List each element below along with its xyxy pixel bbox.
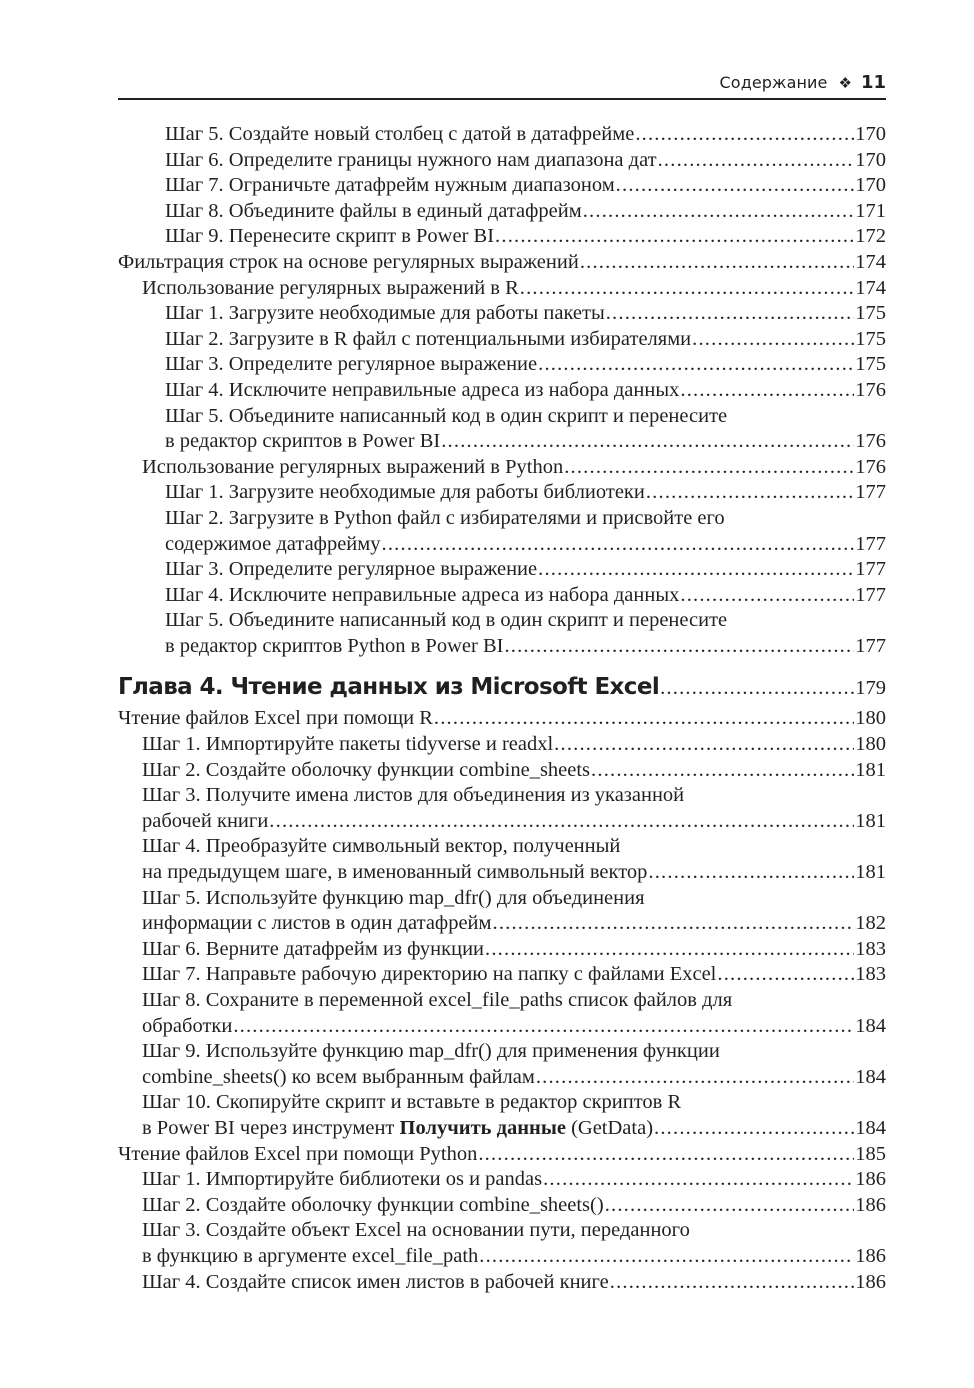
toc-entry-page: 186 [855, 1244, 886, 1267]
toc-entry[interactable] [118, 1116, 886, 1142]
dot-leader [495, 224, 854, 250]
toc-entry[interactable] [118, 1244, 886, 1270]
toc-entry[interactable] [118, 1193, 886, 1219]
toc-entry-page: 176 [855, 455, 886, 478]
toc-entry-title: Шаг 4. Исключите неправильные адреса из набора данных [165, 378, 680, 401]
toc-entry-page: 186 [855, 1168, 886, 1191]
toc-entry-title: Шаг 4. Создайте список имен листов в рабочей книге [142, 1270, 609, 1293]
toc-entry[interactable] [118, 532, 886, 558]
dot-leader [564, 455, 854, 481]
toc-entry[interactable] [118, 429, 886, 455]
toc-entry[interactable] [118, 148, 886, 174]
toc-entry[interactable] [118, 1014, 886, 1040]
dot-leader [680, 378, 854, 404]
toc-entry-title: в функцию в аргументе excel_file_path [142, 1244, 479, 1267]
title-bold-text: Получить данные [399, 1116, 566, 1139]
toc-entry-page: 183 [855, 937, 886, 960]
toc-entry-page: 175 [855, 302, 886, 325]
toc-entry[interactable] [118, 1270, 886, 1296]
toc-entry[interactable] [118, 122, 886, 148]
toc-entry-line1[interactable]: Шаг 3. Создайте объект Excel на основании пути, переданного [142, 1219, 690, 1242]
dot-leader [658, 148, 855, 174]
toc-entry-page: 177 [855, 532, 886, 555]
toc-entry[interactable] [118, 1065, 886, 1091]
toc-entry-title: Использование регулярных выражений в R [142, 276, 519, 299]
toc-entry[interactable] [118, 911, 886, 937]
toc-entry[interactable] [118, 1167, 886, 1193]
running-header [118, 70, 886, 100]
toc-entry-page: 170 [855, 148, 886, 171]
toc-entry-page: 170 [855, 174, 886, 197]
toc-entry[interactable] [118, 962, 886, 988]
toc-entry[interactable] [118, 583, 886, 609]
toc-entry[interactable] [118, 706, 886, 732]
toc-entry-line1[interactable]: Шаг 5. Объедините написанный код в один скрипт и перенесите [165, 609, 728, 632]
dot-leader [554, 732, 854, 758]
toc-entry-page: 175 [855, 353, 886, 376]
toc-entry-page: 170 [855, 123, 886, 145]
dot-leader [580, 250, 854, 276]
toc-entry[interactable] [118, 327, 886, 353]
dot-leader [654, 1116, 854, 1142]
dot-leader [692, 327, 854, 353]
dot-leader [478, 1142, 854, 1168]
dot-leader [382, 532, 855, 558]
chapter-title: Глава 4. Чтение данных из Microsoft Excel [118, 674, 660, 701]
toc-entry-line1[interactable]: Шаг 8. Сохраните в переменной excel_file_paths список файлов для [142, 989, 733, 1011]
toc-entry[interactable] [118, 378, 886, 404]
toc-entry-page: 181 [855, 758, 886, 781]
toc-entry-page: 184 [855, 1065, 886, 1088]
dot-leader [538, 352, 854, 378]
toc-entry-page: 176 [855, 430, 886, 453]
title-text: (GetData) [565, 1116, 654, 1139]
toc-entry-page: 183 [855, 963, 886, 986]
toc-entry-title: Шаг 1. Импортируйте библиотеки os и pandas [142, 1168, 543, 1191]
header-title: Содержание [719, 73, 828, 92]
toc-entry-title: Шаг 1. Загрузите необходимые для работы библиотеки [165, 481, 645, 504]
dot-leader [616, 173, 855, 199]
header-right [720, 72, 886, 93]
toc-entry-page: 181 [855, 861, 886, 884]
dot-leader [591, 758, 854, 784]
toc-entry-page: 184 [855, 1116, 886, 1139]
dot-leader [536, 1065, 854, 1091]
toc-entry-title: рабочей книги [142, 809, 269, 832]
dot-leader [441, 429, 854, 455]
toc-entry-page: 181 [855, 809, 886, 832]
toc-entry-title: Шаг 1. Загрузите необходимые для работы пакеты [165, 302, 605, 325]
table-of-contents [118, 122, 886, 1295]
dot-leader [648, 860, 854, 886]
chapter-page: 179 [855, 677, 886, 700]
toc-entry-title: Шаг 2. Создайте оболочку функции combine_sheets [142, 758, 591, 781]
dot-leader [479, 1244, 854, 1270]
dot-leader [583, 199, 855, 225]
toc-entry-title: Шаг 2. Загрузите в R файл с потенциальными избирателями [165, 327, 692, 350]
toc-entry-page: 186 [855, 1193, 886, 1216]
toc-entry-page: 182 [855, 912, 886, 935]
toc-entry-line1[interactable]: Шаг 10. Скопируйте скрипт и вставьте в редактор скриптов R [142, 1091, 682, 1114]
dot-leader [434, 706, 854, 732]
chapter-heading[interactable] [118, 669, 886, 706]
dot-leader [606, 301, 855, 327]
dot-leader [680, 583, 854, 609]
toc-entry-page: 180 [855, 707, 886, 730]
toc-entry-title: combine_sheets() ко всем выбранным файлам [142, 1065, 535, 1088]
dot-leader [660, 670, 854, 707]
toc-entry-page: 177 [855, 481, 886, 504]
toc-entry-title: Чтение файлов Excel при помощи Python [118, 1142, 478, 1165]
toc-entry-line1[interactable]: Шаг 9. Используйте функцию map_dfr() для применения функции [142, 1040, 720, 1063]
dot-leader [520, 276, 854, 302]
toc-entry-title: Шаг 6. Верните датафрейм из функции [142, 937, 485, 960]
toc-entry-title: Шаг 7. Направьте рабочую директорию на папку с файлами Excel [142, 963, 717, 986]
toc-entry[interactable] [118, 557, 886, 583]
dot-leader [646, 480, 854, 506]
dot-leader [485, 937, 854, 963]
toc-entry-title: Чтение файлов Excel при помощи R [118, 707, 433, 730]
toc-entry-page: 185 [855, 1142, 886, 1165]
toc-entry-title: обработки [142, 1014, 233, 1037]
dot-leader [543, 1167, 854, 1193]
ornament-icon: ❖ [838, 73, 852, 92]
toc-entry-title: Шаг 7. Ограничьте датафрейм нужным диапазоном [165, 174, 615, 197]
toc-entry-page: 177 [855, 583, 886, 606]
toc-entry-page: 174 [855, 250, 886, 273]
dot-leader [504, 634, 854, 660]
toc-entry-line1[interactable]: Шаг 4. Преобразуйте символьный вектор, полученный [142, 835, 621, 858]
toc-entry-line1[interactable]: Шаг 3. Получите имена листов для объединения из указанной [142, 784, 685, 807]
toc-entry-title: содержимое датафрейму [165, 532, 381, 555]
toc-entry-title: Шаг 8. Объедините файлы в единый датафрейм [165, 199, 582, 222]
dot-leader [493, 911, 855, 937]
toc-entry-page: 186 [855, 1270, 886, 1293]
toc-entry-page: 177 [855, 634, 886, 657]
toc-entry[interactable] [118, 224, 886, 250]
toc-entry-title: Шаг 2. Создайте оболочку функции combine_sheets() [142, 1193, 604, 1216]
toc-entry-page: 184 [855, 1014, 886, 1037]
toc-entry-page: 174 [855, 276, 886, 299]
toc-entry[interactable] [118, 758, 886, 784]
toc-entry[interactable] [118, 480, 886, 506]
toc-entry-title: Шаг 4. Исключите неправильные адреса из набора данных [165, 583, 680, 606]
toc-entry-title: Использование регулярных выражений в Python [142, 455, 564, 478]
toc-entry-title [142, 1116, 653, 1142]
toc-entry-title: на предыдущем шаге, в именованный символьный вектор [142, 861, 648, 884]
toc-entry[interactable] [118, 173, 886, 199]
toc-entry[interactable] [118, 276, 886, 302]
toc-entry-title: в редактор скриптов в Power BI [165, 430, 441, 453]
toc-entry-title: Шаг 3. Определите регулярное выражение [165, 558, 538, 581]
toc-entry[interactable] [118, 199, 886, 225]
toc-entry-page: 176 [855, 378, 886, 401]
toc-entry-page: 172 [855, 225, 886, 248]
toc-entry[interactable] [118, 455, 886, 481]
toc-entry-title: Шаг 1. Импортируйте пакеты tidyverse и readxl [142, 733, 554, 756]
dot-leader [717, 962, 854, 988]
toc-block-1 [118, 122, 886, 659]
toc-entry[interactable] [118, 352, 886, 378]
toc-entry-title: Шаг 3. Определите регулярное выражение [165, 353, 538, 376]
toc-entry-title: Шаг 6. Определите границы нужного нам диапазона дат [165, 148, 657, 171]
dot-leader [610, 1270, 855, 1296]
page-number: 11 [860, 72, 886, 93]
toc-entry-title: Шаг 5. Создайте новый столбец с датой в датафрейме [165, 123, 635, 145]
toc-entry-line1[interactable]: Шаг 2. Загрузите в Python файл с избирателями и присвойте его [165, 506, 725, 529]
title-text: в Power BI через инструмент [142, 1116, 400, 1139]
toc-entry-title: Шаг 9. Перенесите скрипт в Power BI [165, 225, 495, 248]
dot-leader [635, 122, 854, 148]
toc-entry-line1[interactable]: Шаг 5. Используйте функцию map_dfr() для объединения [142, 886, 645, 909]
toc-entry[interactable] [118, 1142, 886, 1168]
toc-entry-page: 171 [855, 199, 886, 222]
toc-entry-title: информации с листов в один датафрейм [142, 912, 492, 935]
toc-entry[interactable] [118, 937, 886, 963]
toc-entry[interactable] [118, 634, 886, 660]
toc-entry[interactable] [118, 301, 886, 327]
toc-entry[interactable] [118, 250, 886, 276]
toc-entry-page: 180 [855, 733, 886, 756]
toc-entry-page: 175 [855, 327, 886, 350]
dot-leader [269, 809, 854, 835]
toc-entry-title: Фильтрация строк на основе регулярных выражений [118, 250, 579, 273]
toc-entry-title: в редактор скриптов Python в Power BI [165, 634, 504, 657]
toc-entry-page: 177 [855, 558, 886, 581]
dot-leader [538, 557, 854, 583]
toc-entry-line1[interactable]: Шаг 5. Объедините написанный код в один скрипт и перенесите [165, 404, 728, 427]
toc-block-2 [118, 706, 886, 1295]
dot-leader [233, 1014, 854, 1040]
toc-entry[interactable] [118, 732, 886, 758]
toc-entry[interactable] [118, 860, 886, 886]
toc-entry[interactable] [118, 809, 886, 835]
dot-leader [605, 1193, 855, 1219]
